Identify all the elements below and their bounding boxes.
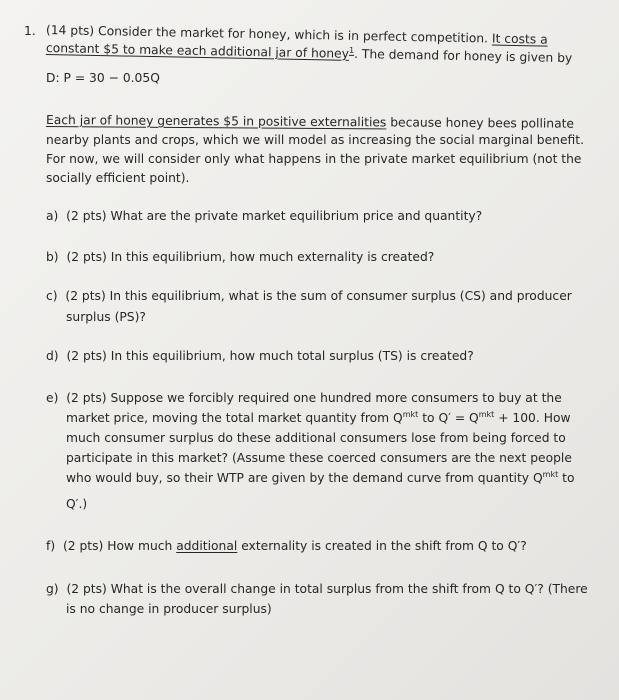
part-e-line-1: e) (2 pts) Suppose we forcibly required one hundred more consumers to buy at the — [46, 391, 562, 405]
externality-line-2: nearby plants and crops, which we will model as increasing the social marginal benefit. — [46, 133, 584, 147]
marginal-cost-phrase: constant $5 to make each additional jar of honey — [45, 41, 350, 61]
externality-phrase: Each jar of honey generates $5 in positive externalities — [45, 113, 387, 130]
part-e-line-6: Q′.) — [66, 497, 88, 511]
part-b-label: b) — [46, 250, 59, 264]
part-e-label: e) — [46, 391, 59, 405]
externality-line-3: For now, we will consider only what happens in the private market equilibrium (not the — [46, 152, 582, 166]
part-g-line-1: g) (2 pts) What is the overall change in total surplus from the shift from Q to Q′? (There — [46, 582, 588, 596]
part-a-label: a) — [46, 209, 59, 223]
cost-phrase: It costs a — [491, 31, 548, 47]
part-a — [46, 208, 482, 224]
part-g-label: g) — [46, 582, 59, 596]
part-d-label: d) — [46, 349, 59, 363]
part-c-line-1: c) (2 pts) In this equilibrium, what is the sum of consumer surplus (CS) and producer — [46, 289, 572, 303]
part-c-label: c) — [46, 289, 58, 303]
question-intro-line-2: constant $5 to make each additional jar of honey$^1$. The demand for honey is given by — [45, 41, 573, 66]
demand-equation: D: P = 30 − 0.05Q — [46, 71, 160, 85]
externality-line-1: Each jar of honey generates $5 in positive externalities because honey bees pollinate — [45, 113, 575, 131]
footnote-marker: 1 — [348, 45, 355, 55]
part-b — [46, 249, 434, 265]
part-b-text: (2 pts) In this equilibrium, how much externality is created? — [66, 250, 435, 264]
part-g-line-2: is no change in producer surplus) — [66, 602, 272, 616]
part-c-line-2: surplus (PS)? — [66, 310, 146, 324]
part-d — [46, 348, 474, 364]
part-e-line-4: participate in this market? (Assume these coerced consumers are the next people — [66, 451, 572, 465]
question-number: 1. — [24, 24, 36, 38]
part-a-text: (2 pts) What are the private market equilibrium price and quantity? — [66, 209, 483, 223]
part-f-label: f) — [46, 539, 56, 553]
part-e-line-2: market price, moving the total market quantity from $Q^{mkt}$ to $Q' = Q^{mkt} + 100$. How — [66, 409, 571, 425]
part-e-line-5: who would buy, so their WTP are given by the demand curve from quantity $Q^{mkt}$ to — [66, 469, 575, 485]
part-d-text: (2 pts) In this equilibrium, how much total surplus (TS) is created? — [66, 349, 474, 363]
additional-word: additional — [176, 539, 238, 553]
externality-line-4: socially efficient point). — [46, 171, 190, 185]
part-f: f) (2 pts) How much additional externality is created in the shift from Q to Q′? — [46, 539, 527, 553]
part-e-line-3: much consumer surplus do these additional consumers lose from being forced to — [66, 431, 566, 445]
question-intro-line-1: (14 pts) Consider the market for honey, which is in perfect competition. It costs a — [45, 23, 548, 47]
